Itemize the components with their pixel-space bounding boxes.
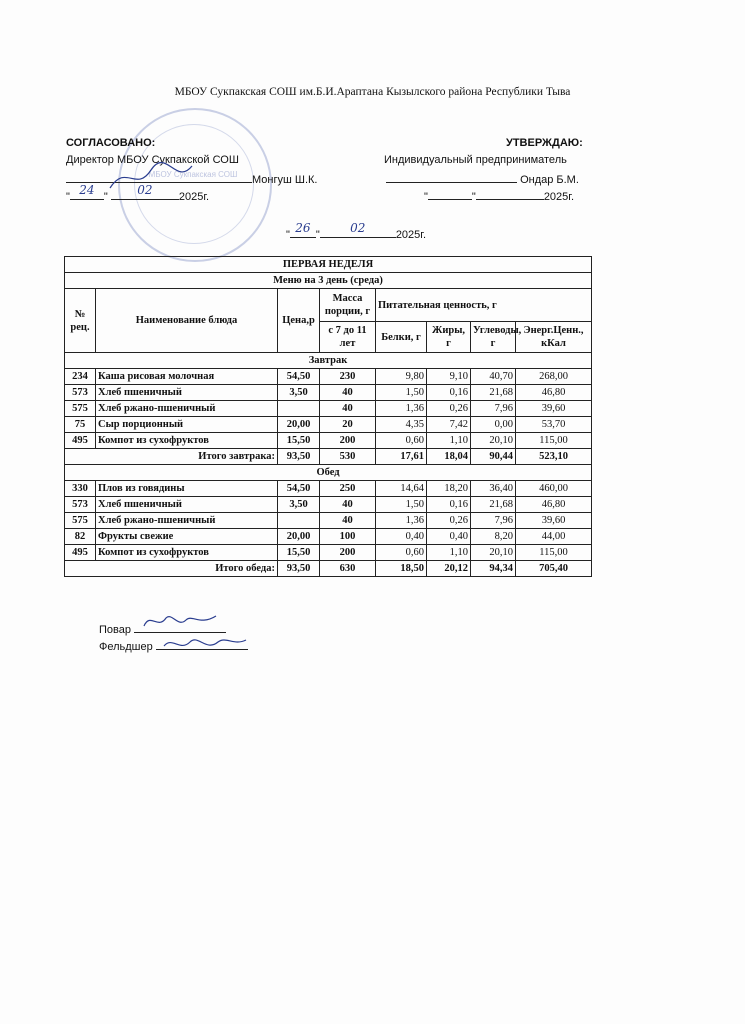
medic-label: Фельдшер xyxy=(99,641,153,653)
table-row: 575 Хлеб ржано-пшеничный 40 1,36 0,26 7,96 39,60 xyxy=(65,401,592,417)
menu-month-handwritten: 02 xyxy=(350,221,366,235)
entrepreneur-name: Ондар Б.М. xyxy=(520,174,579,186)
header-mass: Масса порции, г xyxy=(320,289,376,322)
table-row: 234 Каша рисовая молочная 54,50 230 9,80 9,10 40,70 268,00 xyxy=(65,369,592,385)
table-row: 573 Хлеб пшеничный 3,50 40 1,50 0,16 21,68 46,80 xyxy=(65,385,592,401)
director-signature-icon xyxy=(106,158,196,198)
header-nutrition: Питательная ценность, г xyxy=(376,289,592,322)
stamp-text: МБОУ Сукпакская СОШ xyxy=(148,170,238,179)
lunch-total-row: Итого обеда: 93,50 630 18,50 20,12 94,34 705,40 xyxy=(65,561,592,577)
right-date-line: " " 2025г. xyxy=(424,187,574,203)
table-row: 495 Компот из сухофруктов 15,50 200 0,60 1,10 20,10 115,00 xyxy=(65,545,592,561)
entrepreneur-position: Индивидуальный предприниматель xyxy=(384,154,567,166)
left-year: 2025г. xyxy=(178,191,210,203)
breakfast-total-row: Итого завтрака: 93,50 530 17,61 18,04 90,44 523,10 xyxy=(65,449,592,465)
header-protein: Белки, г xyxy=(376,322,427,353)
header-price: Цена,р xyxy=(278,289,320,353)
table-row: 495 Компот из сухофруктов 15,50 200 0,60 1,10 20,10 115,00 xyxy=(65,433,592,449)
menu-date-line: " 26 " 02 2025г. xyxy=(286,221,427,241)
header-fat: Жиры, г xyxy=(427,322,471,353)
lunch-section: Обед xyxy=(65,465,592,481)
left-day-handwritten: 24 xyxy=(79,183,95,197)
week-title: ПЕРВАЯ НЕДЕЛЯ xyxy=(65,257,592,273)
lunch-rows xyxy=(65,481,592,561)
director-name: Монгуш Ш.К. xyxy=(252,174,318,186)
left-date-line: " 24 " 02 2025г. xyxy=(66,183,210,203)
table-row: 573 Хлеб пшеничный 3,50 40 1,50 0,16 21,68 46,80 xyxy=(65,497,592,513)
table-row: 575 Хлеб ржано-пшеничный 40 1,36 0,26 7,96 39,60 xyxy=(65,513,592,529)
header-name: Наименование блюда xyxy=(96,289,278,353)
medic-signature-icon xyxy=(160,632,250,656)
menu-day-title: Меню на 3 день (среда) xyxy=(65,273,592,289)
cook-signature-icon xyxy=(140,610,220,632)
menu-day-handwritten: 26 xyxy=(295,221,311,235)
table-row: 330 Плов из говядины 54,50 250 14,64 18,20 36,40 460,00 xyxy=(65,481,592,497)
header-num: № рец. xyxy=(65,289,96,353)
header-energy: Энерг.Ценн., кКал xyxy=(516,322,592,353)
left-month-handwritten: 02 xyxy=(137,183,153,197)
school-title: МБОУ Сукпакская СОШ им.Б.И.Араптана Кызылского района Республики Тыва xyxy=(174,86,571,98)
breakfast-rows xyxy=(65,369,592,449)
director-position: Директор МБОУ Сукпакской СОШ xyxy=(66,154,239,166)
entrepreneur-signature-line xyxy=(386,170,579,186)
right-year: 2025г. xyxy=(543,191,575,203)
approve-title: УТВЕРЖДАЮ: xyxy=(506,137,583,149)
breakfast-section: Завтрак xyxy=(65,353,592,369)
cook-label: Повар xyxy=(99,624,131,636)
agreed-title: СОГЛАСОВАНО: xyxy=(66,137,156,149)
table-row: 75 Сыр порционный 20,00 20 4,35 7,42 0,00 53,70 xyxy=(65,417,592,433)
header-age: с 7 до 11 лет xyxy=(320,322,376,353)
menu-year: 2025г. xyxy=(395,229,427,241)
table-row: 82 Фрукты свежие 20,00 100 0,40 0,40 8,20 44,00 xyxy=(65,529,592,545)
header-carbs: Углеводы, г xyxy=(471,322,516,353)
menu-table xyxy=(64,256,592,577)
